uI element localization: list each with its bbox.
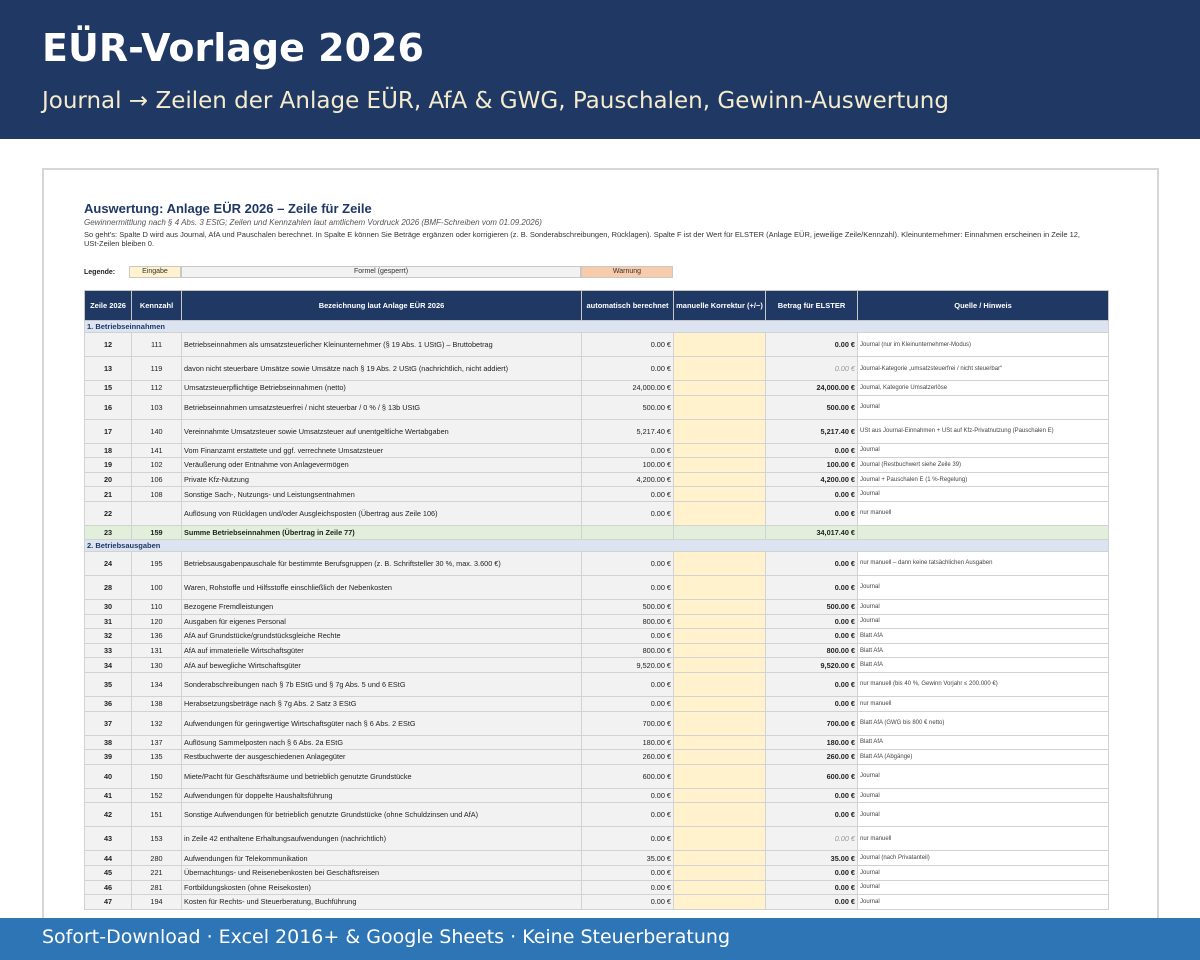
manual-correction-input[interactable] [674, 865, 766, 880]
elster-value-cell: 0.00 € [766, 827, 858, 851]
elster-value-cell: 0.00 € [766, 788, 858, 803]
zeile-cell: 47 [85, 895, 132, 910]
sheet-subtitle: Gewinnermittlung nach § 4 Abs. 3 EStG; Zeilen und Kennzahlen laut amtlichem Vordruck 2026 (BMF-Schreiben vom 01.09.2026) [84, 218, 542, 227]
kennzahl-cell: 137 [132, 735, 182, 750]
legend-label: Legende: [84, 268, 116, 276]
source-hint-cell: Journal [858, 614, 1109, 629]
elster-value-cell: 0.00 € [766, 443, 858, 458]
manual-correction-input[interactable] [674, 880, 766, 895]
kennzahl-cell: 110 [132, 599, 182, 614]
manual-correction-input[interactable] [674, 487, 766, 502]
manual-correction-input[interactable] [674, 735, 766, 750]
bezeichnung-cell: AfA auf bewegliche Wirtschaftsgüter [182, 658, 582, 673]
auto-value-cell: 0.00 € [582, 672, 674, 696]
source-hint-cell: Journal [858, 487, 1109, 502]
elster-value-cell: 800.00 € [766, 643, 858, 658]
table-row [85, 551, 1109, 575]
zeile-cell: 18 [85, 443, 132, 458]
elster-value-cell: 0.00 € [766, 880, 858, 895]
elster-value-cell: 0.00 € [766, 803, 858, 827]
section-header-row [85, 321, 1109, 333]
table-row [85, 614, 1109, 629]
spreadsheet-preview [42, 168, 1159, 928]
bezeichnung-cell: Summe Betriebseinnahmen (Übertrag in Zeile 77) [182, 525, 582, 539]
auto-value-cell: 0.00 € [582, 803, 674, 827]
table-row [85, 764, 1109, 788]
zeile-cell: 16 [85, 395, 132, 419]
source-hint-cell: Blatt AfA (GWG bis 800 € netto) [858, 711, 1109, 735]
bezeichnung-cell: Betriebsausgabenpauschale für bestimmte Berufsgruppen (z. B. Schriftsteller 30 %, max. 3.600 €) [182, 551, 582, 575]
kennzahl-cell: 120 [132, 614, 182, 629]
source-hint-cell: Blatt AfA [858, 629, 1109, 644]
source-hint-cell: USt aus Journal-Einnahmen + USt auf Kfz-Privatnutzung (Pauschalen E) [858, 419, 1109, 443]
auto-value-cell: 24,000.00 € [582, 381, 674, 396]
manual-correction-input[interactable] [674, 895, 766, 910]
auto-value-cell: 500.00 € [582, 395, 674, 419]
bezeichnung-cell: Kosten für Rechts- und Steuerberatung, Buchführung [182, 895, 582, 910]
zeile-cell: 21 [85, 487, 132, 502]
zeile-cell: 19 [85, 458, 132, 473]
auto-value-cell: 0.00 € [582, 880, 674, 895]
legend-input-chip: Eingabe [129, 266, 181, 278]
manual-correction-input[interactable] [674, 599, 766, 614]
manual-correction-input[interactable] [674, 803, 766, 827]
manual-correction-input[interactable] [674, 629, 766, 644]
elster-value-cell: 700.00 € [766, 711, 858, 735]
zeile-cell: 31 [85, 614, 132, 629]
kennzahl-cell: 153 [132, 827, 182, 851]
bezeichnung-cell: Sonstige Aufwendungen für betrieblich genutzte Grundstücke (ohne Schuldzinsen und AfA) [182, 803, 582, 827]
kennzahl-cell: 119 [132, 357, 182, 381]
elster-value-cell: 500.00 € [766, 599, 858, 614]
elster-value-cell: 100.00 € [766, 458, 858, 473]
eur-table [84, 290, 1109, 910]
manual-correction-input[interactable] [674, 658, 766, 673]
table-row [85, 333, 1109, 357]
bezeichnung-cell: Betriebseinnahmen umsatzsteuerfrei / nicht steuerbar / 0 % / § 13b UStG [182, 395, 582, 419]
source-hint-cell: Journal [858, 764, 1109, 788]
source-hint-cell: Journal [858, 865, 1109, 880]
manual-correction-input[interactable] [674, 851, 766, 866]
manual-correction-input[interactable] [674, 395, 766, 419]
bezeichnung-cell: Fortbildungskosten (ohne Reisekosten) [182, 880, 582, 895]
zeile-cell: 15 [85, 381, 132, 396]
table-row [85, 458, 1109, 473]
kennzahl-cell: 100 [132, 575, 182, 599]
table-row [85, 658, 1109, 673]
zeile-cell: 13 [85, 357, 132, 381]
bezeichnung-cell: Aufwendungen für Telekommunikation [182, 851, 582, 866]
manual-correction-input[interactable] [674, 696, 766, 711]
bezeichnung-cell: Auflösung von Rücklagen und/oder Ausgleichsposten (Übertrag aus Zeile 106) [182, 501, 582, 525]
legend [84, 266, 673, 278]
auto-value-cell: 0.00 € [582, 357, 674, 381]
bezeichnung-cell: Herabsetzungsbeträge nach § 7g Abs. 2 Satz 3 EStG [182, 696, 582, 711]
bezeichnung-cell: Ausgaben für eigenes Personal [182, 614, 582, 629]
zeile-cell: 35 [85, 672, 132, 696]
elster-value-cell: 34,017.40 € [766, 525, 858, 539]
zeile-cell: 44 [85, 851, 132, 866]
zeile-cell: 24 [85, 551, 132, 575]
manual-correction-input[interactable] [674, 357, 766, 381]
table-row [85, 487, 1109, 502]
zeile-cell: 34 [85, 658, 132, 673]
footer-bar [0, 918, 1200, 960]
auto-value-cell: 4,200.00 € [582, 472, 674, 487]
bezeichnung-cell: Auflösung Sammelposten nach § 6 Abs. 2a EStG [182, 735, 582, 750]
auto-value-cell: 0.00 € [582, 865, 674, 880]
elster-value-cell: 0.00 € [766, 357, 858, 381]
zeile-cell: 20 [85, 472, 132, 487]
table-row [85, 865, 1109, 880]
sheet-description: So geht's: Spalte D wird aus Journal, AfA und Pauschalen berechnet. In Spalte E können Sie Beträge ergänzen oder korrigieren (z. B. Sonderabschreibungen, Rücklagen). Spalte F ist der Wert für ELSTER (Anlage EÜR, jeweilige Zeile/Kennzahl). Kleinunternehmer: Einnahmen erscheinen in Zeile 12, USt-Zeilen bleiben 0. [84, 230, 1081, 248]
bezeichnung-cell: Waren, Rohstoffe und Hilfsstoffe einschließlich der Nebenkosten [182, 575, 582, 599]
elster-value-cell: 0.00 € [766, 865, 858, 880]
manual-correction-input[interactable] [674, 443, 766, 458]
kennzahl-cell: 108 [132, 487, 182, 502]
page-title: EÜR-Vorlage 2026 [42, 26, 424, 70]
bezeichnung-cell: davon nicht steuerbare Umsätze sowie Umsätze nach § 19 Abs. 2 UStG (nachrichtlich, nicht addiert) [182, 357, 582, 381]
source-hint-cell: Blatt AfA [858, 658, 1109, 673]
manual-correction-input[interactable] [674, 501, 766, 525]
bezeichnung-cell: Restbuchwerte der ausgeschiedenen Anlagegüter [182, 750, 582, 765]
col-header-korrektur: manuelle Korrektur (+/−) [674, 291, 766, 321]
source-hint-cell: Journal [858, 395, 1109, 419]
auto-value-cell: 35.00 € [582, 851, 674, 866]
kennzahl-cell: 280 [132, 851, 182, 866]
elster-value-cell: 0.00 € [766, 895, 858, 910]
table-row [85, 443, 1109, 458]
table-header-row [85, 291, 1109, 321]
table-row [85, 629, 1109, 644]
table-row [85, 381, 1109, 396]
source-hint-cell: nur manuell [858, 501, 1109, 525]
kennzahl-cell: 130 [132, 658, 182, 673]
footer-text: Sofort-Download · Excel 2016+ & Google Sheets · Keine Steuerberatung [42, 926, 730, 948]
table-row [85, 575, 1109, 599]
kennzahl-cell: 159 [132, 525, 182, 539]
source-hint-cell: nur manuell [858, 827, 1109, 851]
page-subtitle: Journal → Zeilen der Anlage EÜR, AfA & GWG, Pauschalen, Gewinn-Auswertung [42, 88, 949, 114]
manual-correction-input[interactable] [674, 827, 766, 851]
manual-correction-input[interactable] [674, 333, 766, 357]
source-hint-cell: Blatt AfA (Abgänge) [858, 750, 1109, 765]
auto-value-cell: 0.00 € [582, 575, 674, 599]
bezeichnung-cell: Private Kfz-Nutzung [182, 472, 582, 487]
kennzahl-cell: 135 [132, 750, 182, 765]
kennzahl-cell: 281 [132, 880, 182, 895]
elster-value-cell: 0.00 € [766, 629, 858, 644]
manual-correction-input[interactable] [674, 643, 766, 658]
zeile-cell: 42 [85, 803, 132, 827]
bezeichnung-cell: AfA auf immaterielle Wirtschaftsgüter [182, 643, 582, 658]
kennzahl-cell: 131 [132, 643, 182, 658]
bezeichnung-cell: in Zeile 42 enthaltene Erhaltungsaufwendungen (nachrichtlich) [182, 827, 582, 851]
table-row [85, 851, 1109, 866]
source-hint-cell: Journal, Kategorie Umsatzerlöse [858, 381, 1109, 396]
source-hint-cell: Blatt AfA [858, 643, 1109, 658]
auto-value-cell: 260.00 € [582, 750, 674, 765]
kennzahl-cell: 112 [132, 381, 182, 396]
bezeichnung-cell: Übernachtungs- und Reisenebenkosten bei Geschäftsreisen [182, 865, 582, 880]
table-row [85, 599, 1109, 614]
col-header-quelle: Quelle / Hinweis [858, 291, 1109, 321]
legend-warning-chip: Warnung [581, 266, 673, 278]
source-hint-cell: nur manuell – dann keine tatsächlichen Ausgaben [858, 551, 1109, 575]
zeile-cell: 45 [85, 865, 132, 880]
auto-value-cell: 180.00 € [582, 735, 674, 750]
kennzahl-cell: 140 [132, 419, 182, 443]
manual-correction-input[interactable] [674, 614, 766, 629]
zeile-cell: 38 [85, 735, 132, 750]
kennzahl-cell: 141 [132, 443, 182, 458]
auto-value-cell: 800.00 € [582, 614, 674, 629]
kennzahl-cell: 221 [132, 865, 182, 880]
col-header-bezeichnung: Bezeichnung laut Anlage EÜR 2026 [182, 291, 582, 321]
manual-correction-input[interactable] [674, 381, 766, 396]
elster-value-cell: 35.00 € [766, 851, 858, 866]
elster-value-cell: 260.00 € [766, 750, 858, 765]
kennzahl-cell: 194 [132, 895, 182, 910]
table-row [85, 643, 1109, 658]
sum-row [85, 525, 1109, 539]
zeile-cell: 40 [85, 764, 132, 788]
zeile-cell: 39 [85, 750, 132, 765]
elster-value-cell: 0.00 € [766, 333, 858, 357]
table-row [85, 357, 1109, 381]
bezeichnung-cell: AfA auf Grundstücke/grundstücksgleiche Rechte [182, 629, 582, 644]
sheet-title: Auswertung: Anlage EÜR 2026 – Zeile für Zeile [84, 201, 372, 216]
elster-value-cell: 600.00 € [766, 764, 858, 788]
auto-value-cell: 0.00 € [582, 443, 674, 458]
kennzahl-cell: 102 [132, 458, 182, 473]
bezeichnung-cell: Miete/Pacht für Geschäftsräume und betrieblich genutzte Grundstücke [182, 764, 582, 788]
source-hint-cell: Journal [858, 575, 1109, 599]
manual-correction-input[interactable] [674, 764, 766, 788]
elster-value-cell: 0.00 € [766, 614, 858, 629]
table-row [85, 750, 1109, 765]
manual-correction-input[interactable] [674, 419, 766, 443]
elster-value-cell: 0.00 € [766, 575, 858, 599]
kennzahl-cell: 103 [132, 395, 182, 419]
bezeichnung-cell: Bezogene Fremdleistungen [182, 599, 582, 614]
bezeichnung-cell: Umsatzsteuerpflichtige Betriebseinnahmen (netto) [182, 381, 582, 396]
auto-value-cell: 5,217.40 € [582, 419, 674, 443]
section-title: 1. Betriebseinnahmen [85, 321, 1109, 333]
source-hint-cell: nur manuell [858, 696, 1109, 711]
auto-value-cell: 0.00 € [582, 501, 674, 525]
table-row [85, 788, 1109, 803]
elster-value-cell: 0.00 € [766, 551, 858, 575]
table-row [85, 711, 1109, 735]
zeile-cell: 17 [85, 419, 132, 443]
elster-value-cell: 500.00 € [766, 395, 858, 419]
kennzahl-cell: 151 [132, 803, 182, 827]
legend-formula-chip: Formel (gesperrt) [181, 266, 581, 278]
manual-correction-input[interactable] [674, 551, 766, 575]
source-hint-cell: Journal (nach Privatanteil) [858, 851, 1109, 866]
manual-correction-input[interactable] [674, 711, 766, 735]
zeile-cell: 32 [85, 629, 132, 644]
zeile-cell: 46 [85, 880, 132, 895]
kennzahl-cell: 138 [132, 696, 182, 711]
table-row [85, 696, 1109, 711]
source-hint-cell: Journal [858, 880, 1109, 895]
bezeichnung-cell: Veräußerung oder Entnahme von Anlagevermögen [182, 458, 582, 473]
zeile-cell: 23 [85, 525, 132, 539]
source-hint-cell: nur manuell (bis 40 %, Gewinn Vorjahr ≤ 200.000 €) [858, 672, 1109, 696]
auto-value-cell: 0.00 € [582, 696, 674, 711]
source-hint-cell: Journal [858, 443, 1109, 458]
section-header-row [85, 539, 1109, 551]
section-title: 2. Betriebsausgaben [85, 539, 1109, 551]
manual-correction-input[interactable] [674, 788, 766, 803]
source-hint-cell: Journal (Restbuchwert siehe Zeile 39) [858, 458, 1109, 473]
auto-value-cell: 500.00 € [582, 599, 674, 614]
auto-value-cell: 0.00 € [582, 487, 674, 502]
auto-value-cell: 0.00 € [582, 333, 674, 357]
table-row [85, 672, 1109, 696]
bezeichnung-cell: Sonderabschreibungen nach § 7b EStG und § 7g Abs. 5 und 6 EStG [182, 672, 582, 696]
zeile-cell: 28 [85, 575, 132, 599]
table-row [85, 419, 1109, 443]
table-row [85, 395, 1109, 419]
auto-value-cell: 9,520.00 € [582, 658, 674, 673]
manual-correction-input[interactable] [674, 672, 766, 696]
source-hint-cell: Journal [858, 895, 1109, 910]
kennzahl-cell: 136 [132, 629, 182, 644]
auto-value-cell: 0.00 € [582, 551, 674, 575]
auto-value-cell: 0.00 € [582, 827, 674, 851]
bezeichnung-cell: Vom Finanzamt erstattete und ggf. verrechnete Umsatzsteuer [182, 443, 582, 458]
source-hint-cell [858, 525, 1109, 539]
elster-value-cell: 0.00 € [766, 487, 858, 502]
source-hint-cell: Journal (nur im Kleinunternehmer-Modus) [858, 333, 1109, 357]
auto-value-cell: 0.00 € [582, 895, 674, 910]
source-hint-cell: Blatt AfA [858, 735, 1109, 750]
bezeichnung-cell: Aufwendungen für geringwertige Wirtschaftsgüter nach § 6 Abs. 2 EStG [182, 711, 582, 735]
elster-value-cell: 0.00 € [766, 696, 858, 711]
zeile-cell: 36 [85, 696, 132, 711]
elster-value-cell: 180.00 € [766, 735, 858, 750]
table-row [85, 803, 1109, 827]
auto-value-cell [582, 525, 674, 539]
elster-value-cell: 24,000.00 € [766, 381, 858, 396]
kennzahl-cell: 134 [132, 672, 182, 696]
zeile-cell: 43 [85, 827, 132, 851]
zeile-cell: 41 [85, 788, 132, 803]
kennzahl-cell: 111 [132, 333, 182, 357]
auto-value-cell: 600.00 € [582, 764, 674, 788]
elster-value-cell: 9,520.00 € [766, 658, 858, 673]
kennzahl-cell [132, 501, 182, 525]
elster-value-cell: 0.00 € [766, 672, 858, 696]
kennzahl-cell: 132 [132, 711, 182, 735]
table-row [85, 735, 1109, 750]
col-header-auto: automatisch berechnet [582, 291, 674, 321]
auto-value-cell: 100.00 € [582, 458, 674, 473]
table-row [85, 827, 1109, 851]
bezeichnung-cell: Sonstige Sach-, Nutzungs- und Leistungsentnahmen [182, 487, 582, 502]
manual-correction-input[interactable] [674, 472, 766, 487]
auto-value-cell: 0.00 € [582, 629, 674, 644]
elster-value-cell: 5,217.40 € [766, 419, 858, 443]
source-hint-cell: Journal [858, 788, 1109, 803]
kennzahl-cell: 195 [132, 551, 182, 575]
bezeichnung-cell: Betriebseinnahmen als umsatzsteuerlicher Kleinunternehmer (§ 19 Abs. 1 UStG) – Bruttobetrag [182, 333, 582, 357]
auto-value-cell: 800.00 € [582, 643, 674, 658]
zeile-cell: 22 [85, 501, 132, 525]
zeile-cell: 37 [85, 711, 132, 735]
elster-value-cell: 4,200.00 € [766, 472, 858, 487]
source-hint-cell: Journal [858, 599, 1109, 614]
col-header-kennzahl: Kennzahl [132, 291, 182, 321]
manual-correction-input[interactable] [674, 458, 766, 473]
kennzahl-cell: 106 [132, 472, 182, 487]
kennzahl-cell: 150 [132, 764, 182, 788]
auto-value-cell: 700.00 € [582, 711, 674, 735]
header-banner [0, 0, 1200, 139]
manual-correction-input[interactable] [674, 750, 766, 765]
table-row [85, 880, 1109, 895]
manual-correction-input[interactable] [674, 575, 766, 599]
table-row [85, 472, 1109, 487]
table-row [85, 895, 1109, 910]
elster-value-cell: 0.00 € [766, 501, 858, 525]
source-hint-cell: Journal [858, 803, 1109, 827]
table-row [85, 501, 1109, 525]
col-header-elster: Betrag für ELSTER [766, 291, 858, 321]
bezeichnung-cell: Aufwendungen für doppelte Haushaltsführung [182, 788, 582, 803]
zeile-cell: 33 [85, 643, 132, 658]
source-hint-cell: Journal-Kategorie „umsatzsteuerfrei / nicht steuerbar“ [858, 357, 1109, 381]
kennzahl-cell: 152 [132, 788, 182, 803]
source-hint-cell: Journal + Pauschalen E (1 %-Regelung) [858, 472, 1109, 487]
bezeichnung-cell: Vereinnahmte Umsatzsteuer sowie Umsatzsteuer auf unentgeltliche Wertabgaben [182, 419, 582, 443]
col-header-zeile: Zeile 2026 [85, 291, 132, 321]
auto-value-cell: 0.00 € [582, 788, 674, 803]
zeile-cell: 12 [85, 333, 132, 357]
zeile-cell: 30 [85, 599, 132, 614]
manual-correction-cell [674, 525, 766, 539]
